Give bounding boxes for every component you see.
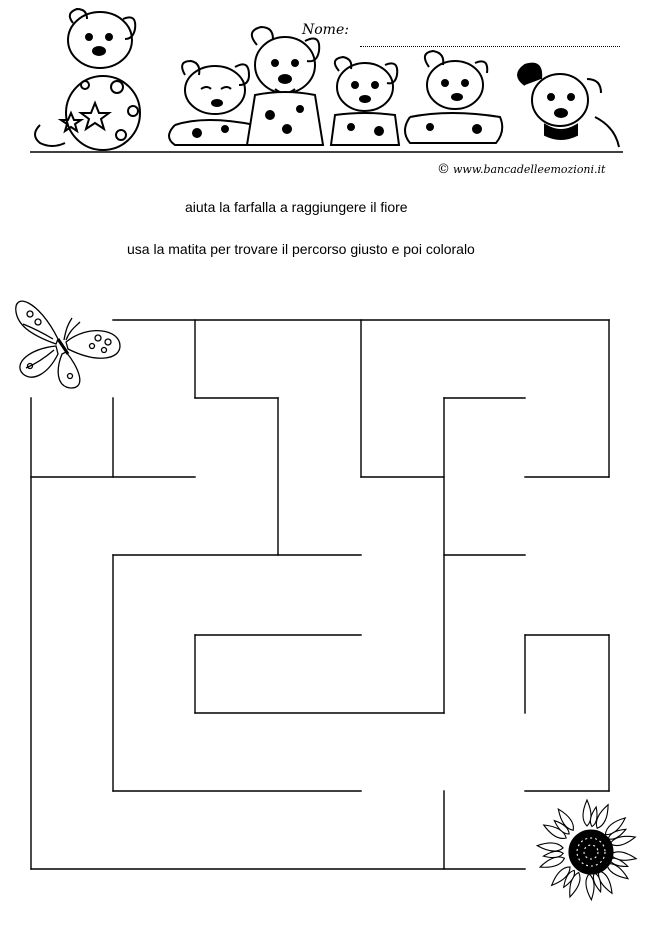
butterfly-illustration [8, 294, 126, 394]
instruction-line-1: aiuta la farfalla a raggiungere il fiore [185, 199, 408, 215]
name-label: Nome: [302, 22, 349, 38]
sunflower-illustration [525, 798, 643, 910]
instruction-line-2: usa la matita per trovare il percorso giusto e poi coloralo [127, 241, 475, 257]
copyright-icon: © [437, 162, 450, 177]
credit-site: www.bancadelleemozioni.it [453, 163, 606, 176]
